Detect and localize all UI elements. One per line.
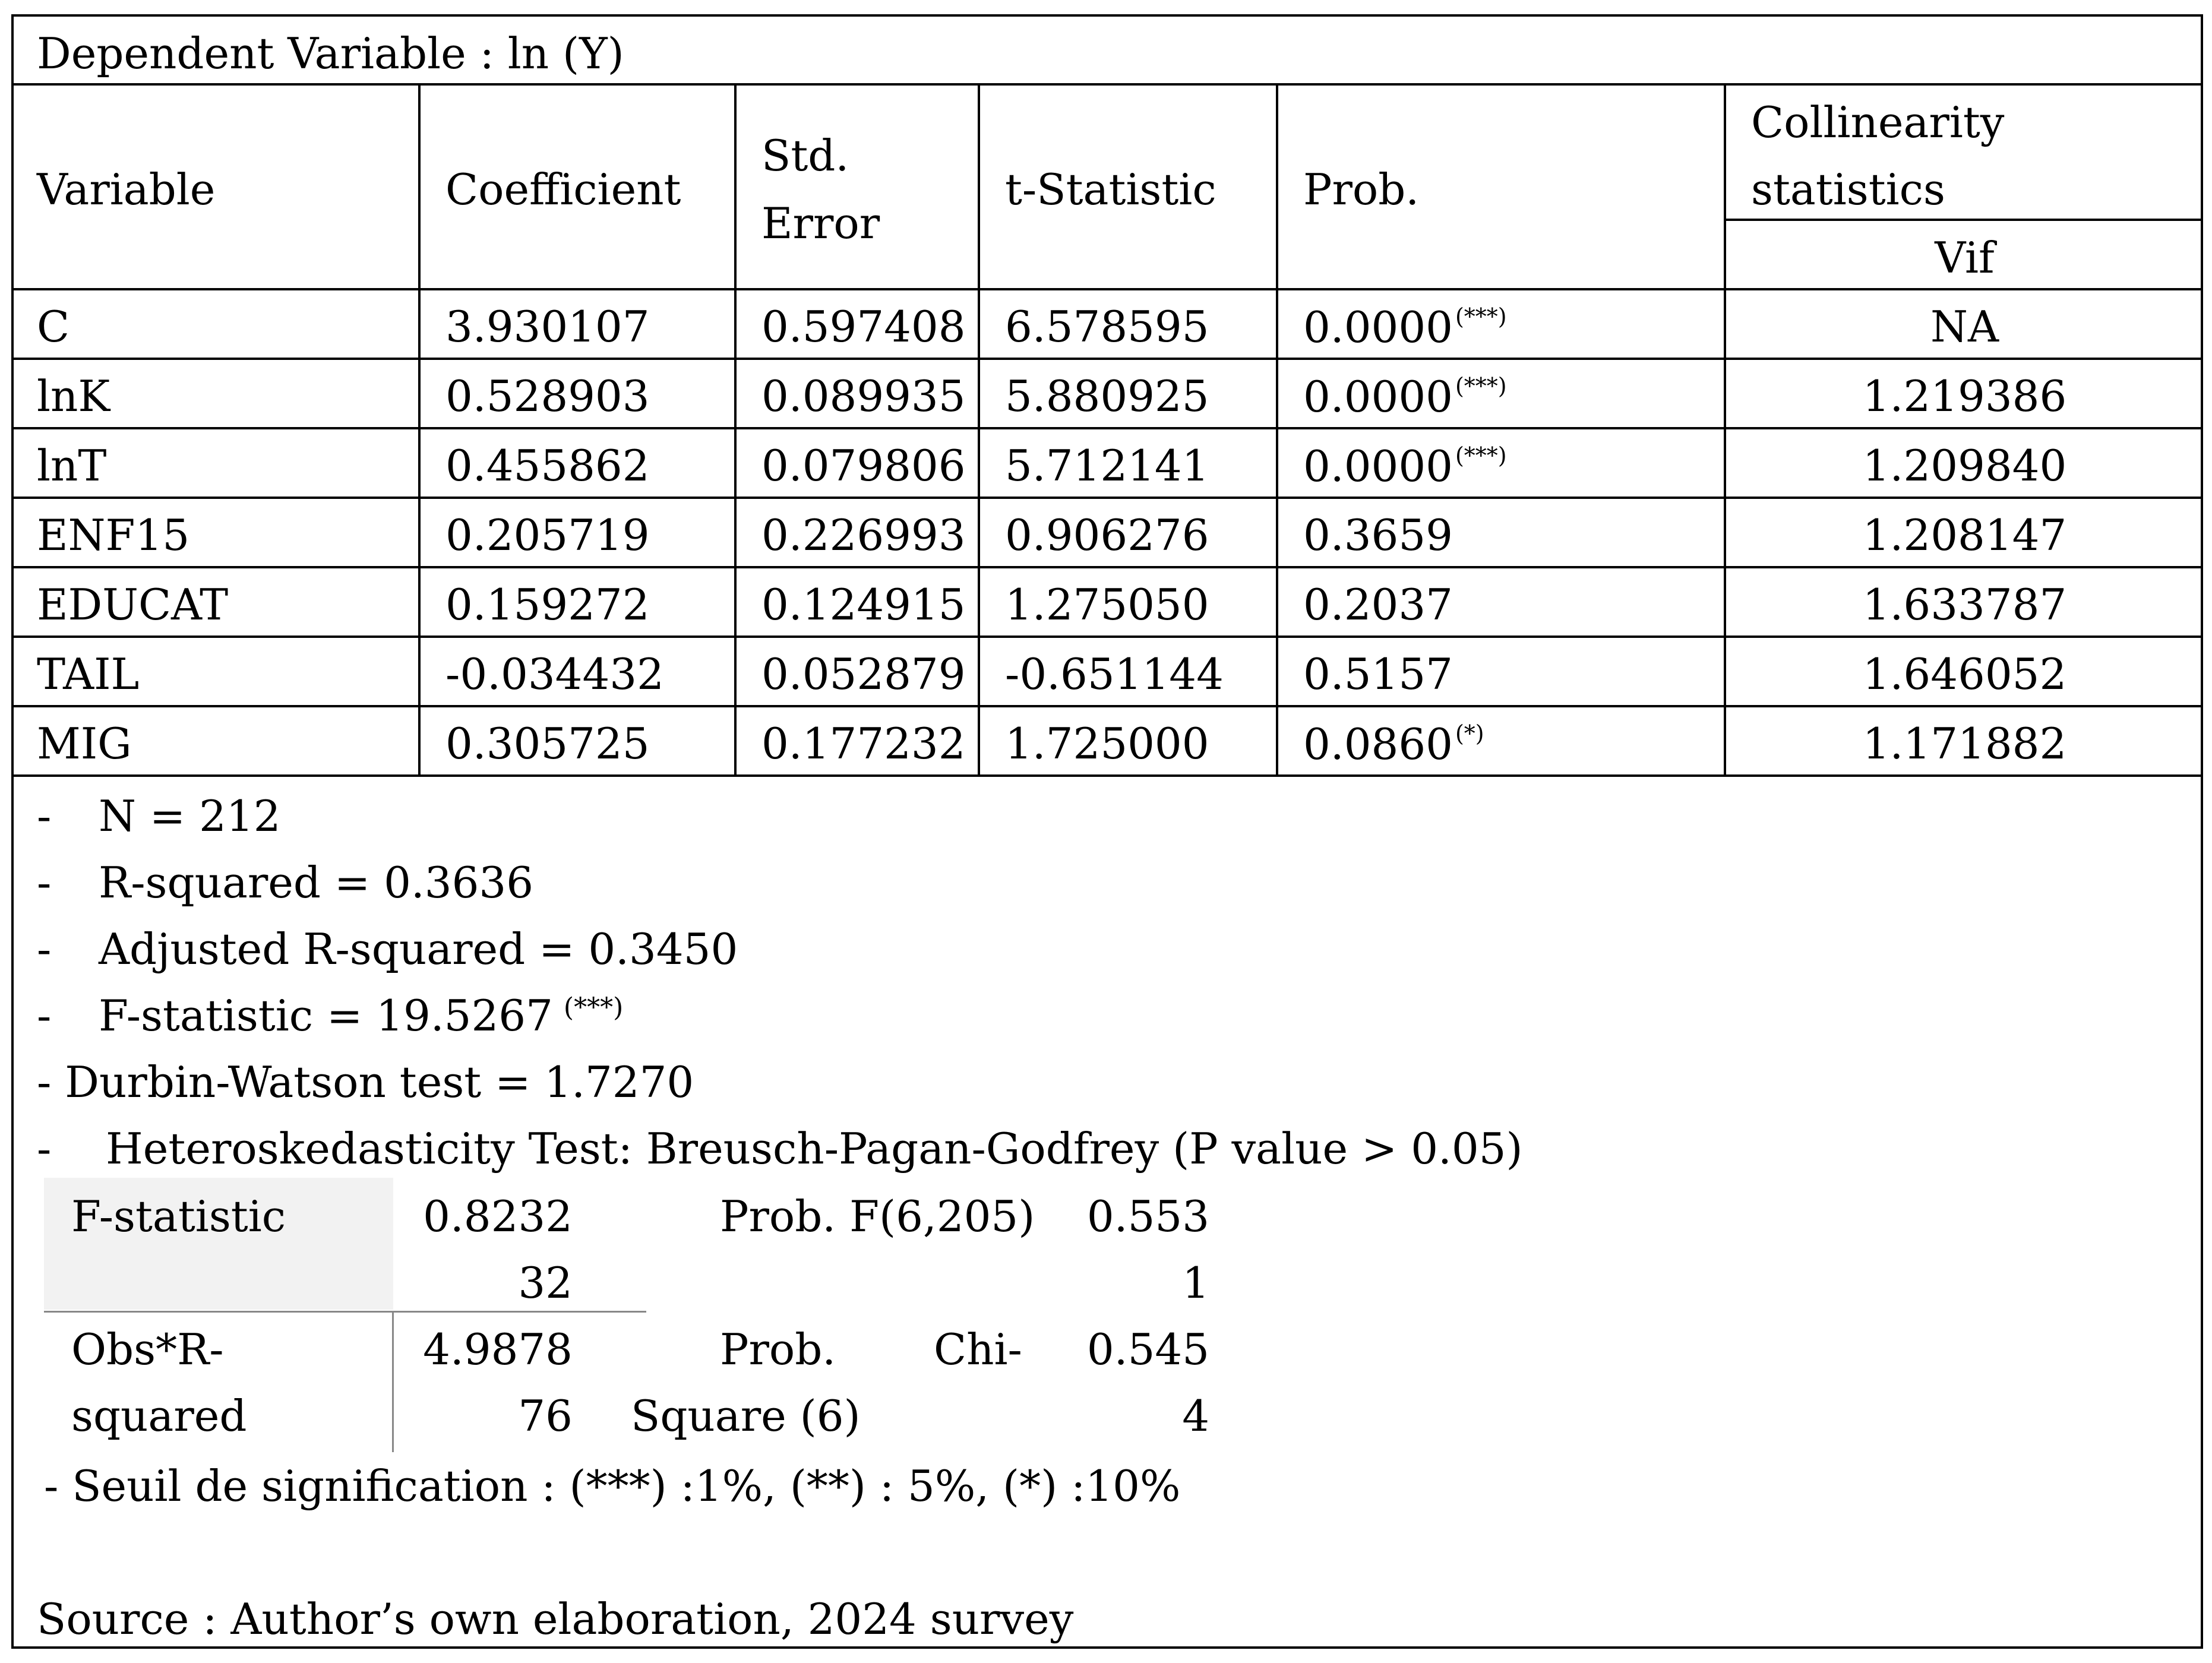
hetero-f-prob-line2: 1 xyxy=(1182,1258,1209,1308)
hetero-f-prob-label: Prob. F(6,205) xyxy=(720,1191,1035,1241)
body-divider xyxy=(11,774,2203,777)
hetero-obs-label-line2: squared xyxy=(71,1391,247,1441)
stat-f-statistic xyxy=(99,991,624,1041)
cell-std-error: 0.177232 xyxy=(761,719,966,769)
f-statistic-text: F-statistic = 19.5267 xyxy=(99,991,553,1041)
cell-variable: C xyxy=(37,302,70,352)
hetero-obs-prob-label-b: Chi- xyxy=(934,1324,1022,1374)
header-divider xyxy=(11,288,2203,290)
cell-std-error: 0.124915 xyxy=(761,580,966,630)
cell-prob xyxy=(1303,510,1453,560)
cell-vif: 1.171882 xyxy=(1862,719,2067,769)
hetero-obs-value-line2: 76 xyxy=(518,1391,573,1441)
cell-coefficient: 0.205719 xyxy=(445,510,650,560)
header-variable: Variable xyxy=(37,165,216,214)
source-note: Source : Author’s own elaboration, 2024 survey xyxy=(37,1594,1074,1644)
hetero-col-divider xyxy=(392,1312,394,1452)
row-divider xyxy=(11,636,2203,638)
cell-std-error: 0.052879 xyxy=(761,649,966,699)
cell-t-statistic: -0.651144 xyxy=(1005,649,1224,699)
prob-value: 0.5157 xyxy=(1303,649,1453,699)
hetero-f-value-line2: 32 xyxy=(518,1258,573,1308)
cell-t-statistic: 5.712141 xyxy=(1005,441,1209,491)
cell-coefficient: 0.528903 xyxy=(445,371,650,421)
cell-coefficient: 0.305725 xyxy=(445,719,650,769)
cell-prob xyxy=(1303,719,1484,769)
significance-marker: (***) xyxy=(1455,303,1507,330)
header-t-statistic: t-Statistic xyxy=(1005,165,1216,214)
col-divider xyxy=(1276,83,1278,777)
header-coefficient: Coefficient xyxy=(445,165,681,214)
hetero-obs-prob-line1: 0.545 xyxy=(1086,1324,1209,1374)
cell-std-error: 0.597408 xyxy=(761,302,966,352)
col-divider xyxy=(418,83,421,777)
prob-value: 0.0000 xyxy=(1303,372,1453,422)
cell-vif: 1.646052 xyxy=(1862,649,2067,699)
row-divider xyxy=(11,566,2203,568)
stat-n: N = 212 xyxy=(99,791,281,841)
cell-vif: 1.219386 xyxy=(1862,371,2067,421)
cell-std-error: 0.089935 xyxy=(761,371,966,421)
cell-prob xyxy=(1303,372,1507,422)
cell-t-statistic: 1.725000 xyxy=(1005,719,1209,769)
stat-dash: - xyxy=(37,1124,52,1174)
vif-subheader-divider xyxy=(1724,219,2203,221)
cell-variable: ENF15 xyxy=(37,510,190,560)
cell-coefficient: -0.034432 xyxy=(445,649,664,699)
cell-std-error: 0.226993 xyxy=(761,510,966,560)
cell-vif: 1.208147 xyxy=(1862,510,2067,560)
cell-vif: 1.209840 xyxy=(1862,441,2067,491)
hetero-f-label: F-statistic xyxy=(71,1191,286,1241)
cell-t-statistic: 0.906276 xyxy=(1005,510,1209,560)
header-vif: Vif xyxy=(1935,233,1995,283)
stat-dash: - xyxy=(37,991,52,1041)
header-collinearity-line2: statistics xyxy=(1751,165,1945,214)
header-std-error-line2: Error xyxy=(761,198,880,248)
stat-adj-r-squared: Adjusted R-squared = 0.3450 xyxy=(99,924,738,974)
prob-value: 0.0000 xyxy=(1303,441,1453,491)
row-divider xyxy=(11,705,2203,707)
cell-variable: lnK xyxy=(37,371,110,421)
col-divider xyxy=(734,83,737,777)
cell-coefficient: 0.159272 xyxy=(445,580,650,630)
cell-prob xyxy=(1303,441,1507,491)
hetero-obs-prob-label-line2: Square (6) xyxy=(631,1391,861,1441)
row-divider xyxy=(11,427,2203,429)
header-collinearity-line1: Collinearity xyxy=(1751,97,2005,147)
significance-threshold-note: - Seuil de signification : (***) :1%, (**) : 5%, (*) :10% xyxy=(44,1461,1181,1511)
hetero-f-prob-line1: 0.553 xyxy=(1086,1191,1209,1241)
cell-t-statistic: 5.880925 xyxy=(1005,371,1209,421)
row-divider xyxy=(11,358,2203,360)
cell-coefficient: 0.455862 xyxy=(445,441,650,491)
hetero-f-value-line1: 0.8232 xyxy=(423,1191,573,1241)
cell-vif: 1.633787 xyxy=(1862,580,2067,630)
table-title: Dependent Variable : ln (Y) xyxy=(37,29,624,78)
prob-value: 0.2037 xyxy=(1303,580,1453,630)
prob-value: 0.0000 xyxy=(1303,302,1453,352)
stat-durbin-watson: - Durbin-Watson test = 1.7270 xyxy=(37,1057,694,1107)
hetero-obs-label-line1: Obs*R- xyxy=(71,1324,224,1374)
cell-t-statistic: 6.578595 xyxy=(1005,302,1209,352)
prob-value: 0.0860 xyxy=(1303,719,1453,769)
cell-vif: NA xyxy=(1930,302,1999,352)
cell-prob xyxy=(1303,302,1507,352)
significance-marker: (*) xyxy=(1455,720,1484,747)
hetero-obs-value-line1: 4.9878 xyxy=(423,1324,573,1374)
stat-hetero-title: Heteroskedasticity Test: Breusch-Pagan-Godfrey (P value > 0.05) xyxy=(106,1124,1523,1174)
header-prob: Prob. xyxy=(1303,165,1420,214)
title-divider xyxy=(11,83,2203,86)
hetero-obs-prob-label-a: Prob. xyxy=(720,1324,836,1374)
stat-dash: - xyxy=(37,791,52,841)
cell-std-error: 0.079806 xyxy=(761,441,966,491)
cell-prob xyxy=(1303,580,1453,630)
cell-t-statistic: 1.275050 xyxy=(1005,580,1209,630)
cell-variable: lnT xyxy=(37,441,107,491)
prob-value: 0.3659 xyxy=(1303,510,1453,560)
cell-variable: MIG xyxy=(37,719,132,769)
stat-dash: - xyxy=(37,858,52,908)
significance-marker: (***) xyxy=(1455,442,1507,469)
stat-r-squared: R-squared = 0.3636 xyxy=(99,858,534,908)
hetero-obs-prob-line2: 4 xyxy=(1182,1391,1209,1441)
hetero-row-divider xyxy=(44,1311,646,1313)
stat-dash: - xyxy=(37,924,52,974)
cell-variable: TAIL xyxy=(37,649,140,699)
significance-marker: (***) xyxy=(1455,373,1507,399)
header-std-error-line1: Std. xyxy=(761,131,849,181)
row-divider xyxy=(11,497,2203,499)
f-statistic-significance: (***) xyxy=(563,992,624,1023)
col-divider xyxy=(978,83,980,777)
cell-prob xyxy=(1303,649,1453,699)
cell-variable: EDUCAT xyxy=(37,580,229,630)
cell-coefficient: 3.930107 xyxy=(445,302,650,352)
